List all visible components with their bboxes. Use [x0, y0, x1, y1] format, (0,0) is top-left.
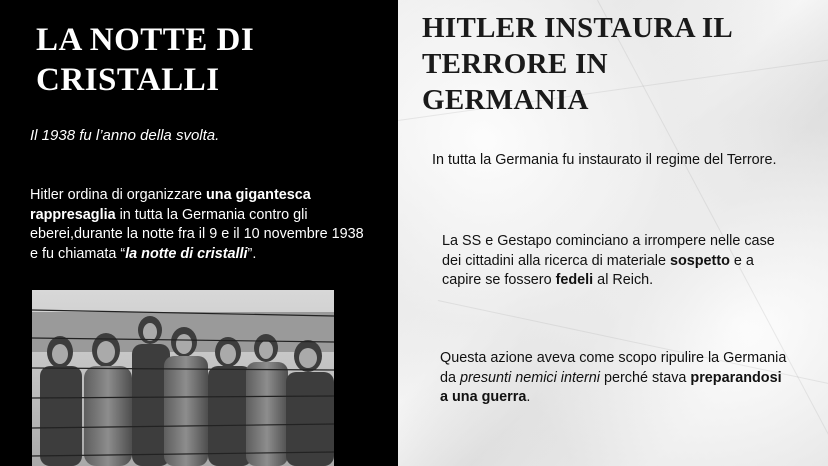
right-title-line2: TERRORE IN: [422, 48, 608, 80]
left-title: [36, 20, 376, 100]
paragraph-bold-segment: fedeli: [555, 272, 594, 288]
photo-image: [32, 290, 334, 466]
left-title-line1: LA NOTTE DI: [36, 22, 255, 58]
right-title-line3: GERMANIA: [422, 84, 589, 116]
paragraph-segment: .: [526, 389, 531, 405]
body-bold-italic-segment: la notte di cristalli: [125, 245, 248, 262]
paragraph-segment: Questa azione aveva come scopo ripulire la Germania da: [440, 350, 787, 386]
intro-text: Il 1938 fu l’anno della svolta.: [30, 127, 220, 144]
paragraph-bold-segment: preparandosi a una guerra: [440, 369, 782, 405]
paragraph-ss-gestapo: [442, 232, 787, 291]
paragraph-segment: La SS e Gestapo cominciano a irrompere nelle case dei cittadini alla ricerca di materiale: [442, 233, 775, 269]
body-text-segment: ”.: [247, 245, 257, 262]
left-panel: [0, 0, 398, 466]
paragraph-purpose: [440, 349, 790, 408]
paragraph-italic-segment: presunti nemici interni: [460, 369, 600, 386]
paragraph-segment: perché stava: [600, 369, 691, 386]
body-text-segment: Hitler ordina di organizzare: [30, 187, 206, 203]
body-text-segment: in tutta la Germania contro gli eberei,durante la notte fra il 9 e il 10 novembre 1938 e fu chiamata “: [30, 206, 364, 262]
right-panel: [398, 0, 828, 466]
paragraph-terror-regime: In tutta la Germania fu instaurato il regime del Terrore.: [432, 152, 777, 168]
paragraph-bold-segment: sospetto: [669, 252, 730, 269]
left-body-text: [30, 186, 375, 264]
left-title-line2: CRISTALLI: [36, 62, 220, 98]
right-title-line1: HITLER INSTAURA IL: [422, 12, 734, 44]
paragraph-segment: e a capire se fossero: [442, 252, 754, 288]
right-title: [422, 10, 822, 118]
body-bold-segment: una gigantesca rappresaglia: [30, 187, 311, 223]
historical-photo: [32, 290, 334, 466]
paragraph-segment: al Reich.: [593, 272, 654, 288]
